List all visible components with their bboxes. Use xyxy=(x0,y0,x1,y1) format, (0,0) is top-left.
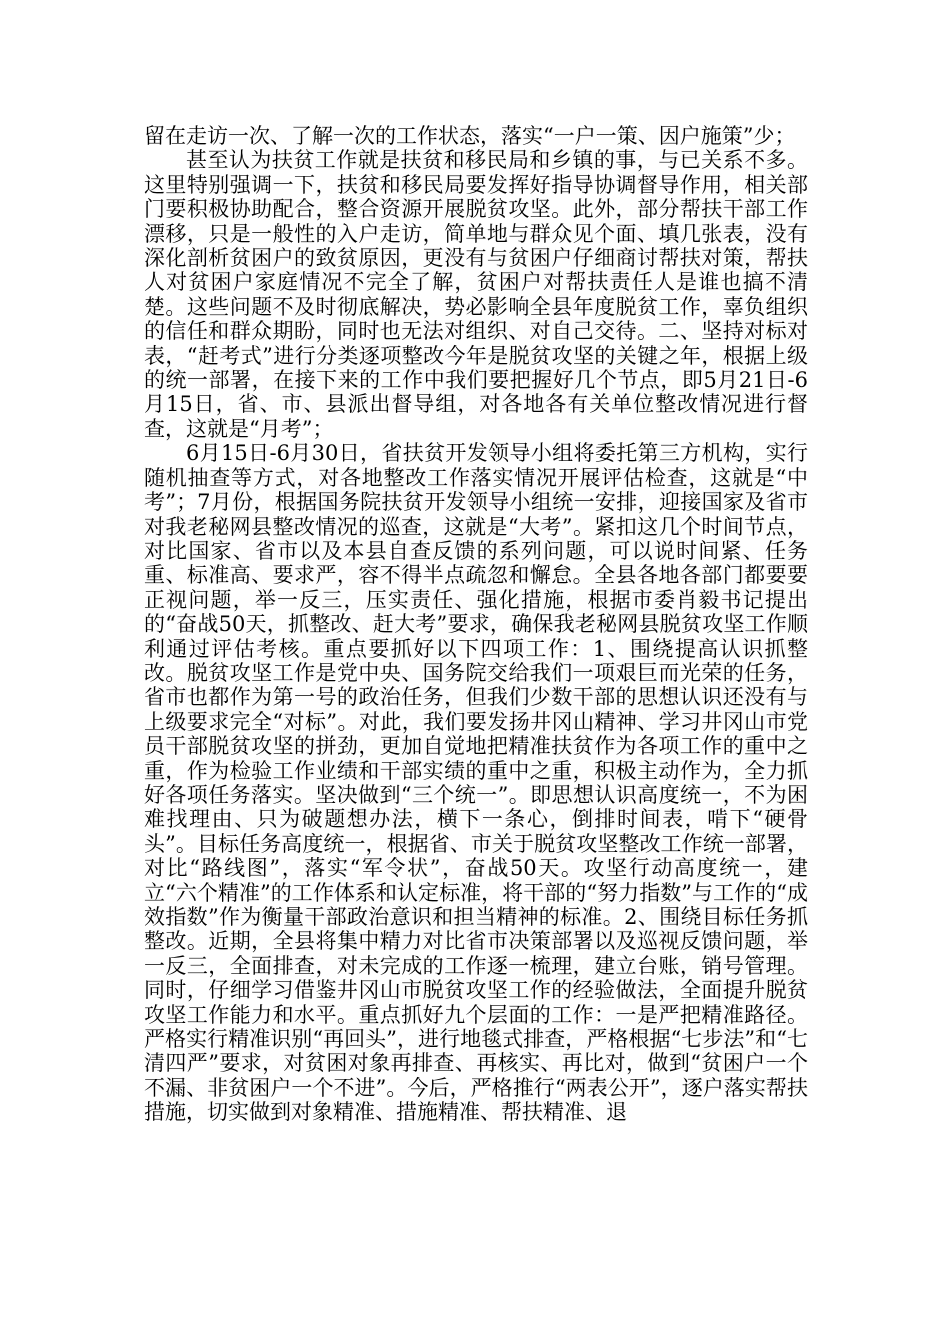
paragraph-2: 甚至认为扶贫工作就是扶贫和移民局和乡镇的事，与已关系不多。这里特别强调一下，扶贫和移民局要发挥好指导协调督导作用，相关部门要积极协助配合，整合资源开展脱贫攻坚。此外，部分帮扶干部工作漂移，只是一般性的入户走访，简单地与群众见个面、填几张表，没有深化剖析贫困户的致贫原因，更没有与贫困户仔细商讨帮扶对策，帮扶人对贫困户家庭情况不完全了解，贫困户对帮扶责任人是谁也搞不清楚。这些问题不及时彻底解决，势必影响全县年度脱贫工作，辜负组织的信任和群众期盼，同时也无法对组织、对自己交待。二、坚持对标对表，“赶考式”进行分类逐项整改今年是脱贫攻坚的关键之年，根据上级的统一部署，在接下来的工作中我们要把握好几个节点，即5月21日-6月15日，省、市、县派出督导组，对各地各有关单位整改情况进行督查，这就是“月考”； xyxy=(144,148,808,441)
paragraph-1: 留在走访一次、了解一次的工作状态，落实“一户一策、因户施策”少； xyxy=(144,124,796,148)
document-body xyxy=(144,124,808,1125)
paragraph-3: 6月15日-6月30日，省扶贫开发领导小组将委托第三方机构，实行随机抽查等方式，对各地整改工作落实情况开展评估检查，这就是“中考”；7月份，根据国务院扶贫开发领导小组统一安排，迎接国家及省市对我老秘网县整改情况的巡查，这就是“大考”。紧扣这几个时间节点，对比国家、省市以及本县自查反馈的系列问题，可以说时间紧、任务重、标准高、要求严，容不得半点疏忽和懈怠。全县各地各部门都要要正视问题，举一反三，压实责任、强化措施，根据市委肖毅书记提出的“奋战50天，抓整改、赶大考”要求，确保我老秘网县脱贫攻坚工作顺利通过评估考核。重点要抓好以下四项工作：1、围绕提高认识抓整改。脱贫攻坚工作是党中央、国务院交给我们一项艰巨而光荣的任务，省市也都作为第一号的政治任务，但我们少数干部的思想认识还没有与上级要求完全“对标”。对此，我们要发扬井冈山精神、学习井冈山市党员干部脱贫攻坚的拼劲，更加自觉地把精准扶贫作为各项工作的重中之重，作为检验工作业绩和干部实绩的重中之重，积极主动作为，全力抓好各项任务落实。坚决做到“三个统一”。即思想认识高度统一，不为困难找理由、只为破题想办法，横下一条心，倒排时间表，啃下“硬骨头”。目标任务高度统一，根据省、市关于脱贫攻坚整改工作统一部署，对比“路线图”，落实“军令状”，奋战50天。攻坚行动高度统一，建立“六个精准”的工作体系和认定标准，将干部的“努力指数”与工作的“成效指数”作为衡量干部政治意识和担当精神的标准。2、围绕目标任务抓整改。近期，全县将集中精力对比省市决策部署以及巡视反馈问题，举一反三，全面排查，对未完成的工作逐一梳理，建立台账，销号管理。同时，仔细学习借鉴井冈山市脱贫攻坚工作的经验做法，全面提升脱贫攻坚工作能力和水平。重点抓好九个层面的工作：一是严把精准路径。严格实行精准识别“再回头”，进行地毯式排查，严格根据“七步法”和“七清四严”要求，对贫困对象再排查、再核实、再比对，做到“贫困户一个不漏、非贫困户一个不进”。今后，严格推行“两表公开”，逐户落实帮扶措施，切实做到对象精准、措施精准、帮扶精准、退 xyxy=(144,441,808,1125)
